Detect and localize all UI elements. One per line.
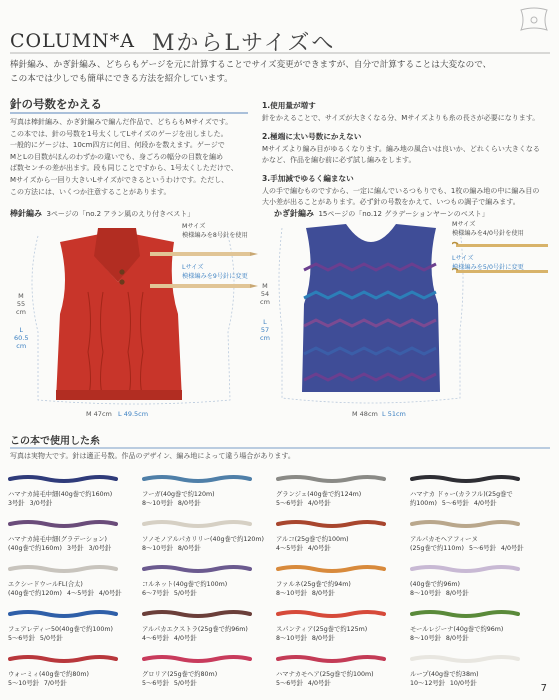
yarn-item (8, 650, 138, 687)
yarn-item (410, 560, 540, 597)
yarn-needle-size: 6〜7号針 5/0号針 (142, 590, 197, 597)
knit-caption: 棒針編み 3ページの「no.2 アラン風のえり付きベスト」 (10, 209, 195, 218)
yarn-item (142, 560, 272, 597)
yarn-needle-size: 5〜10号針 7/0号針 (8, 680, 67, 687)
yarn-name: グロリア(25g巻で約80m) (142, 671, 218, 678)
knit-needle-m-label: Mサイズ 模様編みを8号針を使用 (182, 223, 248, 239)
yarn-needle-size: 8〜10号針 8/0号針 (410, 635, 469, 642)
yarn-item (276, 605, 406, 642)
yarn-swatch (8, 473, 118, 485)
yarn-swatch (276, 518, 386, 530)
yarn-item (276, 650, 406, 687)
yarn-needle-size: 8〜10号針 8/0号針 (142, 500, 201, 507)
yarn-name: ループ(40g巻で約38m) (410, 671, 479, 678)
yarn-needle-size: 8〜10号針 8/0号針 (276, 635, 335, 642)
yarn-section-underline (10, 447, 550, 449)
yarn-name: スパンティア(25g巻で約125m) (276, 626, 368, 633)
yarn-swatch (410, 563, 520, 575)
yarn-swatch (276, 653, 386, 665)
crochet-caption: かぎ針編み 15ページの「no.12 グラデーションヤーンのベスト」 (274, 209, 489, 218)
yarn-needle-size: 8〜10号針 8/0号針 (142, 545, 201, 552)
yarn-needle-size: (40g巻で約120m) 4〜5号針 4/0号針 (8, 590, 122, 597)
yarn-swatch (276, 563, 386, 575)
page-number: 7 (540, 683, 547, 694)
yarn-item (8, 560, 138, 597)
yarn-item (410, 515, 540, 552)
yarn-section-heading: この本で使用した糸 (10, 436, 100, 447)
crochet-vest-photo (276, 220, 466, 416)
yarn-swatch (8, 653, 118, 665)
yarn-swatch (8, 563, 118, 575)
yarn-needle-size: 4〜6号針 4/0号針 (142, 635, 197, 642)
crochet-height-m: M 54 cm (260, 282, 270, 306)
crochet-width-l: L 51cm (382, 410, 406, 418)
yarn-item (410, 650, 540, 687)
yarn-swatch (142, 518, 252, 530)
yarn-needle-size: 3号針 3/0号針 (8, 500, 53, 507)
yarn-item (410, 470, 540, 507)
section-needle-body: 写真は棒針編み、かぎ針編みで編んだ作品で、どちらもMサイズです。 この本では、針の号数を1号太くしてLサイズのゲージを出しました。 一般的にゲージは、10cm四方に何目、何段かを数えます。ゲージで MとLの目数がほんのわずかの違いでも、身ごろの幅分の目数を編め ば数センチの差が出ます。段も同じことですから、1号太くしただけで、 Mサイズから一回り大きいLサイズができるというわけです。ただし、 この方法には、いくつか注意することがあります。 (10, 118, 238, 196)
yarn-item (8, 515, 138, 552)
corner-ornament-icon (517, 6, 551, 34)
crochet-needle-m-label: Mサイズ 模様編みを4/0号針を使用 (452, 221, 524, 237)
yarn-item (142, 515, 272, 552)
yarn-swatch (142, 608, 252, 620)
yarn-swatch (8, 608, 118, 620)
yarn-needle-size: 8〜10号針 8/0号針 (276, 590, 335, 597)
yarn-name: ソノモノアルパカリリー(40g巻で約120m) (142, 536, 264, 543)
note-heading: 2.極端に太い号数にかえない (262, 131, 362, 141)
yarn-name: ハマナカ純毛中細(グラデーション) (8, 536, 107, 543)
yarn-swatch (410, 473, 520, 485)
note-heading: 3.手加減でゆるく編まない (262, 173, 354, 183)
note-heading: 1.使用量が増す (262, 101, 316, 110)
yarn-swatch (276, 608, 386, 620)
yarn-name: フェアレディー50(40g巻で約100m) (8, 626, 113, 633)
crochet-height-l: L 57 cm (260, 318, 270, 342)
crochet-width-m: M 48cm (352, 410, 378, 418)
yarn-name: ウォーミィ(40g巻で約80m) (8, 671, 89, 678)
yarn-needle-size: 5〜6号針 5/0号針 (142, 680, 197, 687)
yarn-needle-size: (40g巻で約160m) 3号針 3/0号針 (8, 545, 112, 552)
yarn-name: アルパカエクストラ(25g巻で約96m) (142, 626, 248, 633)
section-needle-heading: 針の号数をかえる (10, 97, 102, 111)
yarn-name: ハマナカモヘア(25g巻で約100m) (276, 671, 374, 678)
page-title: MからLサイズへ (152, 31, 336, 56)
yarn-swatch (142, 653, 252, 665)
yarn-needle-size: 約100m) 5〜6号針 4/0号針 (410, 500, 497, 507)
yarn-item (8, 605, 138, 642)
yarn-item (8, 470, 138, 507)
yarn-name: グランジェ(40g巻で約124m) (276, 491, 362, 498)
yarn-name: アルコ(25g巻で約100m) (276, 536, 349, 543)
yarn-needle-size: (25g巻で約110m) 5〜6号針 4/0号針 (410, 545, 524, 552)
yarn-swatch (410, 608, 520, 620)
intro-text (10, 58, 530, 86)
intro-line: この本では少しでも簡単にできる方法を紹介しています。 (10, 74, 233, 84)
yarn-item (410, 605, 540, 642)
yarn-needle-size: 10〜12号針 10/0号針 (410, 680, 477, 687)
column-label: COLUMN*A (10, 30, 136, 52)
yarn-section-note: 写真は実物大です。針は適正号数。作品のデザイン、編み地によって違う場合があります。 (10, 452, 295, 460)
yarn-item (276, 515, 406, 552)
yarn-name: ハマナカ純毛中細(40g巻で約160m) (8, 491, 113, 498)
yarn-item (142, 650, 272, 687)
yarn-needle-size: 8〜10号針 8/0号針 (410, 590, 469, 597)
yarn-name: フーガ(40g巻で約120m) (142, 491, 215, 498)
yarn-name: エクシードウールFL(合太) (8, 581, 83, 588)
yarn-item (142, 605, 272, 642)
yarn-swatch (142, 563, 252, 575)
section-underline (10, 112, 248, 114)
notes-block: 1.使用量が増す 針をかえることで、サイズが大きくなる分、Mサイズよりも糸の長さが必要になります。 2.極端に太い号数にかえない Mサイズより編み目がゆるくなります。編み地の風合いは良いか、どれくらい大きくなる かなど、作品を編む前に必ず試し編みをします。 3.手加減でゆるく編まない 人の手で編むものですから、一定に編んでいるつもりでも、1枚の編み地の中に編み目の 大小差が出ることがあります。必ず針の号数をかえて、いつもの調子で編みます。 (262, 100, 552, 209)
intro-line: 棒針編み、かぎ針編み、どちらもゲージを元に計算することでサイズ変更ができますが、自分で計算することは大変なので、 (10, 60, 492, 70)
yarn-name: アルパカモヘアフィーヌ (410, 536, 478, 543)
yarn-needle-size: 5〜6号針 4/0号針 (276, 680, 331, 687)
yarn-swatch (8, 518, 118, 530)
yarn-swatch (410, 518, 520, 530)
knit-height-m: M 55 cm (16, 292, 26, 316)
yarn-swatch (276, 473, 386, 485)
yarn-name: ハマナカ ドゥー(カラフル)(25g巻で (410, 491, 513, 498)
yarn-item (142, 470, 272, 507)
yarn-swatch (410, 653, 520, 665)
yarn-needle-size: 4〜5号針 4/0号針 (276, 545, 331, 552)
knit-needle-l-label: Lサイズ 模様編みを9号針に変更 (182, 264, 248, 280)
yarn-item (276, 560, 406, 597)
yarn-name: ファルネ(25g巻で約94m) (276, 581, 351, 588)
header-divider (10, 52, 550, 54)
yarn-item (276, 470, 406, 507)
yarn-name: モールレジーナ(40g巻で約96m) (410, 626, 504, 633)
yarn-swatch (142, 473, 252, 485)
yarn-name: (40g巻で約96m) (410, 581, 460, 588)
yarn-needle-size: 5〜6号針 4/0号針 (276, 500, 331, 507)
crochet-needle-l-label: Lサイズ 模様編みを5/0号針に変更 (452, 255, 524, 271)
knit-width-l: L 49.5cm (118, 410, 149, 418)
yarn-needle-size: 5〜6号針 5/0号針 (8, 635, 63, 642)
knit-width-m: M 47cm (86, 410, 112, 418)
knit-height-l: L 60.5 cm (14, 326, 29, 350)
yarn-name: コルネット(40g巻で約100m) (142, 581, 228, 588)
